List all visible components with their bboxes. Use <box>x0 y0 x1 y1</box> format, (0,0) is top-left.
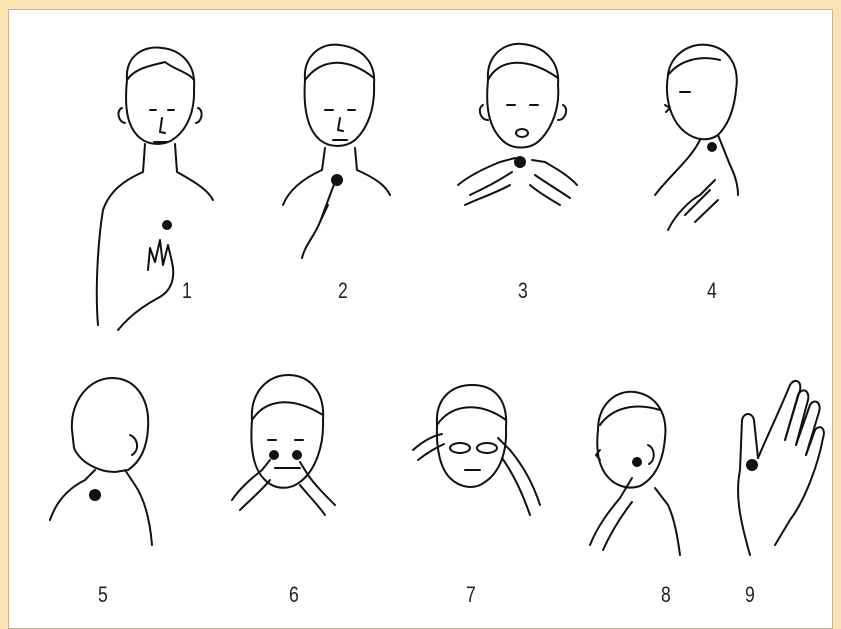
figure-1-chest-point <box>97 47 213 330</box>
figure-8-ear-point <box>590 392 680 555</box>
figure-label-3: 3 <box>518 278 528 303</box>
figure-label-7: 7 <box>466 582 476 607</box>
figure-5-back-neck-point <box>50 378 152 545</box>
figure-label-9: 9 <box>745 582 755 607</box>
figure-label-6: 6 <box>289 582 299 607</box>
figure-label-1: 1 <box>182 278 192 303</box>
figure-label-8: 8 <box>661 582 671 607</box>
figure-label-5: 5 <box>98 582 108 607</box>
figure-label-2: 2 <box>338 278 348 303</box>
figure-3-neck-sides-point <box>458 44 577 205</box>
figure-9-hand-point <box>738 381 824 555</box>
figure-label-4: 4 <box>707 278 717 303</box>
figure-7-temples-point <box>413 385 540 515</box>
figure-6-nose-sides-point <box>232 375 335 515</box>
figure-2-throat-point <box>283 45 390 258</box>
figure-4-shoulder-point <box>655 45 738 230</box>
